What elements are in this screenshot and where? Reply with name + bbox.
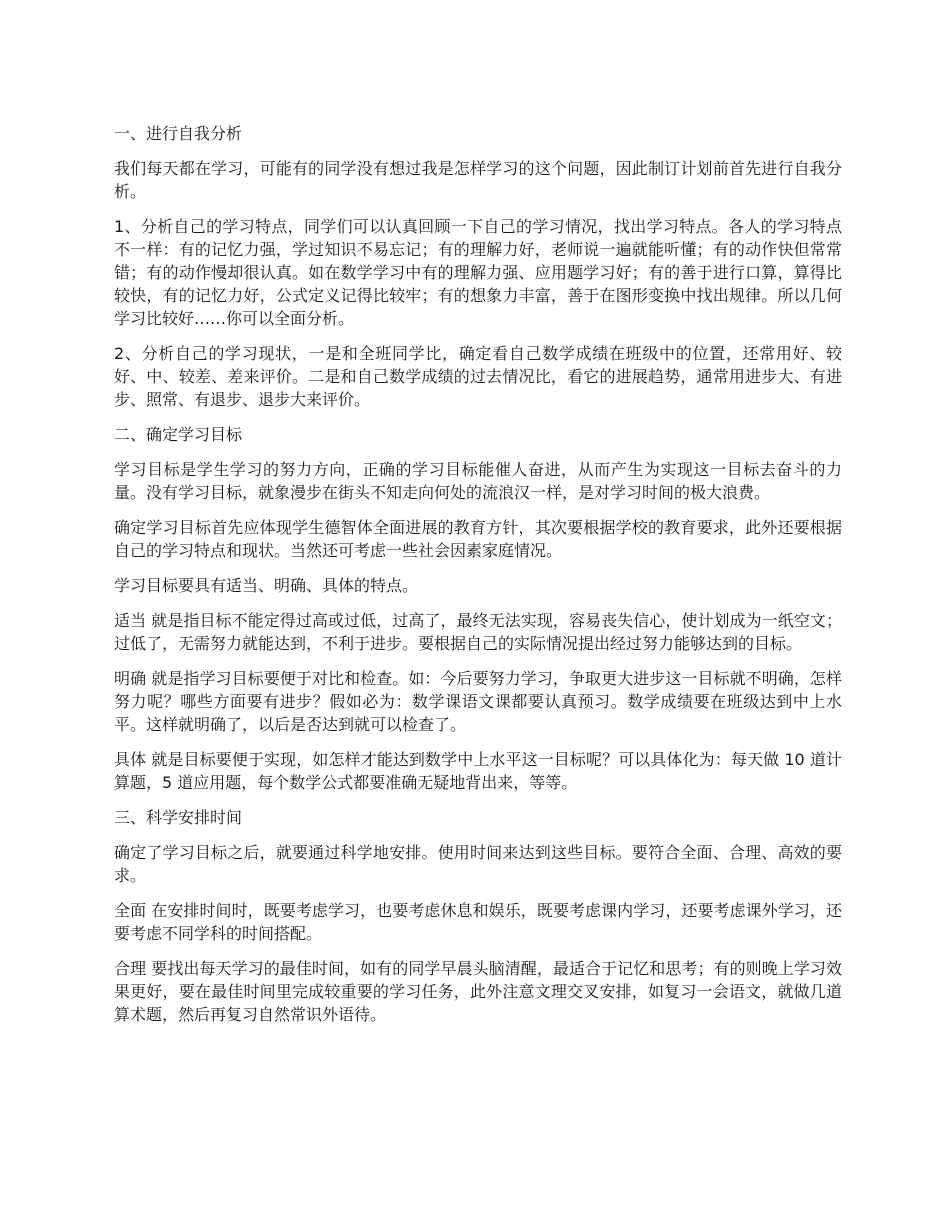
paragraph-reasonable: 合理 要找出每天学习的最佳时间，如有的同学早晨头脑清醒，最适合于记忆和思考；有的则晚上学习效果更好，要在最佳时间里完成较重要的学习任务，此外注意文理交叉安排，如复习一会语文，就做几道算术题，然后再复习自然常识外语待。 — [114, 959, 842, 1024]
document-page — [114, 122, 842, 1038]
paragraph-appropriate: 适当 就是指目标不能定得过高或过低，过高了，最终无法实现，容易丧失信心，使计划成为一纸空文；过低了，无需努力就能达到，不利于进步。要根据自己的实际情况提出经过努力能够达到的目标。 — [114, 611, 842, 653]
paragraph-goal-definition: 学习目标是学生学习的努力方向，正确的学习目标能催人奋进，从而产生为实现这一目标去奋斗的力量。没有学习目标，就象漫步在街头不知走向何处的流浪汉一样，是对学习时间的极大浪费。 — [114, 460, 842, 502]
paragraph-comprehensive: 全面 在安排时间时，既要考虑学习，也要考虑休息和娱乐，既要考虑课内学习，还要考虑课外学习，还要考虑不同学科的时间搭配。 — [114, 901, 842, 943]
section-heading-goals: 二、确定学习目标 — [114, 425, 243, 444]
paragraph-specific: 具体 就是目标要便于实现，如怎样才能达到数学中上水平这一目标呢？可以具体化为：每天做 10 道计算题，5 道应用题，每个数学公式都要准确无疑地背出来，等等。 — [114, 750, 842, 792]
paragraph-learning-traits: 1、分析自己的学习特点，同学们可以认真回顾一下自己的学习情况，找出学习特点。各人的学习特点不一样：有的记忆力强，学过知识不易忘记；有的理解力好，老师说一遍就能听懂；有的动作快但常常错；有的动作慢却很认真。如在数学学习中有的理解力强、应用题学习好；有的善于进行口算，算得比较快，有的记忆力好，公式定义记得比较牢；有的想象力丰富，善于在图形变换中找出规律。所以几何学习比较好……你可以全面分析。 — [114, 217, 842, 328]
paragraph-goal-traits: 学习目标要具有适当、明确、具体的特点。 — [114, 576, 419, 595]
section-heading-time: 三、科学安排时间 — [114, 808, 243, 827]
section-heading-self-analysis: 一、进行自我分析 — [114, 124, 243, 143]
paragraph-clear: 明确 就是指学习目标要便于对比和检查。如：今后要努力学习，争取更大进步这一目标就不明确，怎样努力呢？哪些方面要有进步？假如必为：数学课语文课都要认真预习。数学成绩要在班级达到中上水平。这样就明确了，以后是否达到就可以检查了。 — [114, 669, 842, 734]
paragraph-time-intro: 确定了学习目标之后，就要通过科学地安排。使用时间来达到这些目标。要符合全面、合理、高效的要求。 — [114, 843, 842, 885]
paragraph-learning-status: 2、分析自己的学习现状，一是和全班同学比，确定看自己数学成绩在班级中的位置，还常用好、较好、中、较差、差来评价。二是和自己数学成绩的过去情况比，看它的进展趋势，通常用进步大、有进步、照常、有退步、退步大来评价。 — [114, 344, 842, 409]
paragraph-goal-principles: 确定学习目标首先应体现学生德智体全面进展的教育方针，其次要根据学校的教育要求，此外还要根据自己的学习特点和现状。当然还可考虑一些社会因素家庭情况。 — [114, 518, 842, 560]
paragraph-intro: 我们每天都在学习，可能有的同学没有想过我是怎样学习的这个问题，因此制订计划前首先进行自我分析。 — [114, 159, 842, 201]
